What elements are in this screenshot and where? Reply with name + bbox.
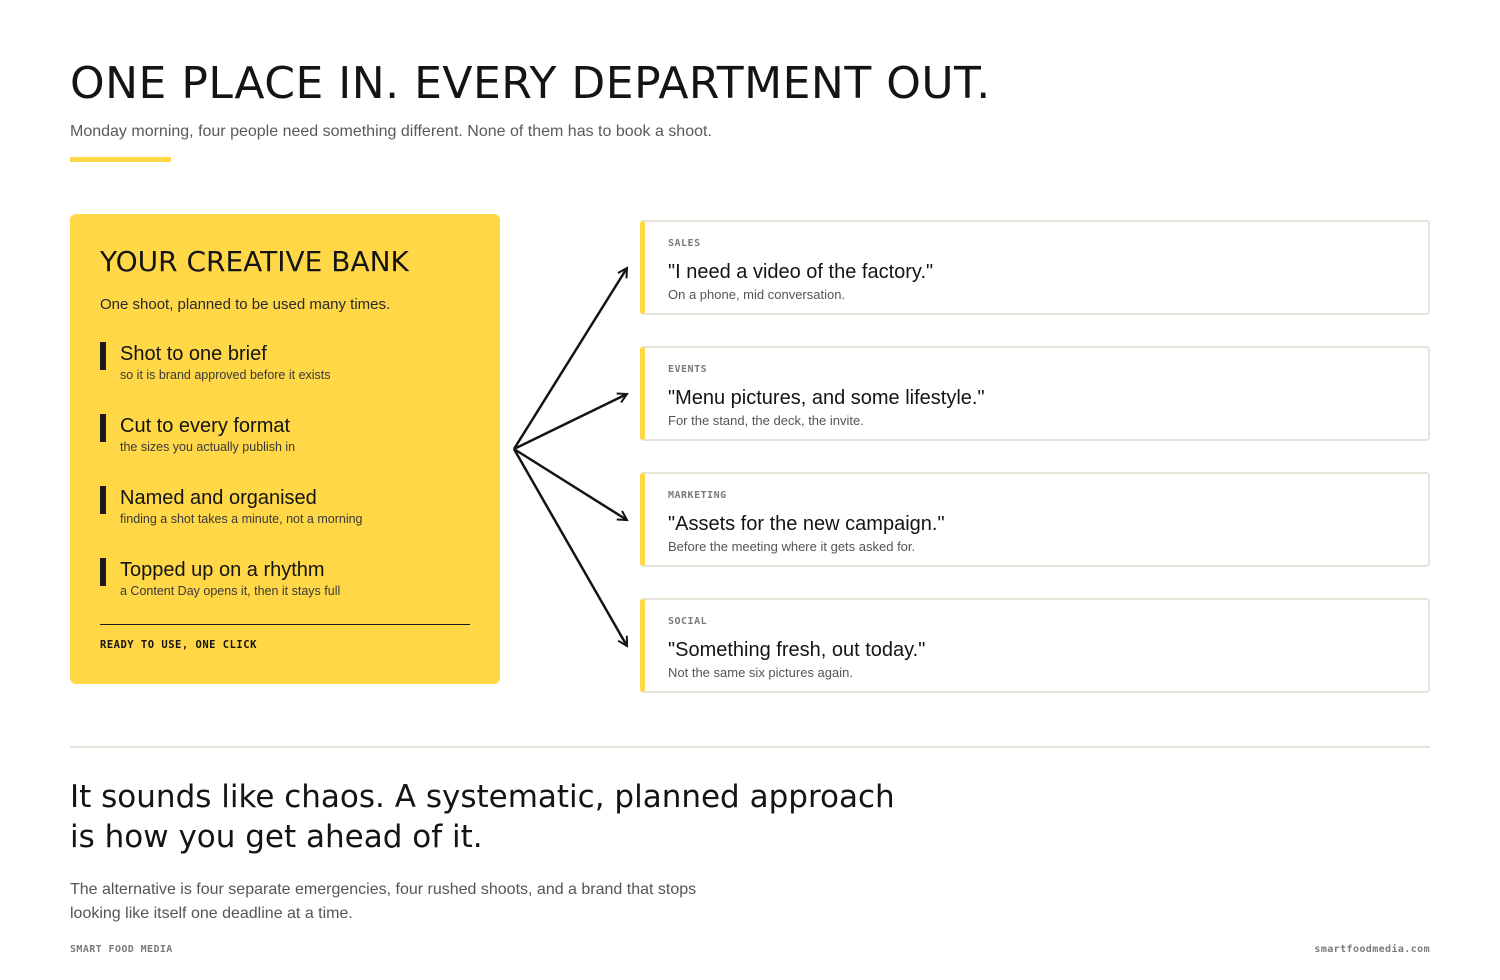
feature-title: Shot to one brief xyxy=(120,343,267,365)
section-divider xyxy=(70,746,1430,748)
feature-description: a Content Day opens it, then it stays full xyxy=(120,584,341,598)
department-label: SOCIAL xyxy=(668,616,708,627)
request-card-marketing xyxy=(640,472,1430,567)
feature-title: Topped up on a rhythm xyxy=(120,559,325,581)
page-title: ONE PLACE IN. EVERY DEPARTMENT OUT. xyxy=(70,58,991,109)
bank-footer-label: READY TO USE, ONE CLICK xyxy=(100,639,257,651)
request-card-events xyxy=(640,346,1430,441)
request-quote: "Menu pictures, and some lifestyle." xyxy=(668,387,985,409)
arrow-to-marketing xyxy=(514,449,627,520)
feature-title: Named and organised xyxy=(120,487,317,509)
request-quote: "Something fresh, out today." xyxy=(668,639,926,661)
request-note: On a phone, mid conversation. xyxy=(668,287,846,302)
brand-name: SMART FOOD MEDIA xyxy=(70,944,173,955)
feature-title: Cut to every format xyxy=(120,415,291,437)
closing-body: The alternative is four separate emergencies, four rushed shoots, and a brand that stops looking like itself one deadline at a time. xyxy=(70,881,697,922)
closing-heading-line: is how you get ahead of it. xyxy=(70,819,483,855)
creative-bank-title: YOUR CREATIVE BANK xyxy=(100,245,409,278)
closing-heading-line: It sounds like chaos. A systematic, planned approach xyxy=(70,779,895,815)
request-note: For the stand, the deck, the invite. xyxy=(668,413,864,428)
department-label: SALES xyxy=(668,238,701,249)
footer-url-link[interactable]: smartfoodmedia.com xyxy=(1314,944,1430,955)
request-note: Not the same six pictures again. xyxy=(668,665,853,680)
page-subtitle: Monday morning, four people need something different. None of them has to book a shoot. xyxy=(70,123,712,140)
feature-description: so it is brand approved before it exists xyxy=(120,368,331,382)
feature-description: the sizes you actually publish in xyxy=(120,440,296,454)
request-quote: "I need a video of the factory." xyxy=(668,261,934,283)
creative-bank-subtitle: One shoot, planned to be used many times. xyxy=(100,296,391,313)
arrow-to-social xyxy=(514,449,627,646)
request-quote: "Assets for the new campaign." xyxy=(668,513,945,535)
department-label: EVENTS xyxy=(668,364,708,375)
request-note: Before the meeting where it gets asked for. xyxy=(668,539,916,554)
request-card-sales xyxy=(640,220,1430,315)
department-label: MARKETING xyxy=(668,490,727,501)
closing-heading xyxy=(70,777,930,857)
feature-description: finding a shot takes a minute, not a morning xyxy=(120,512,363,526)
request-card-social xyxy=(640,598,1430,693)
